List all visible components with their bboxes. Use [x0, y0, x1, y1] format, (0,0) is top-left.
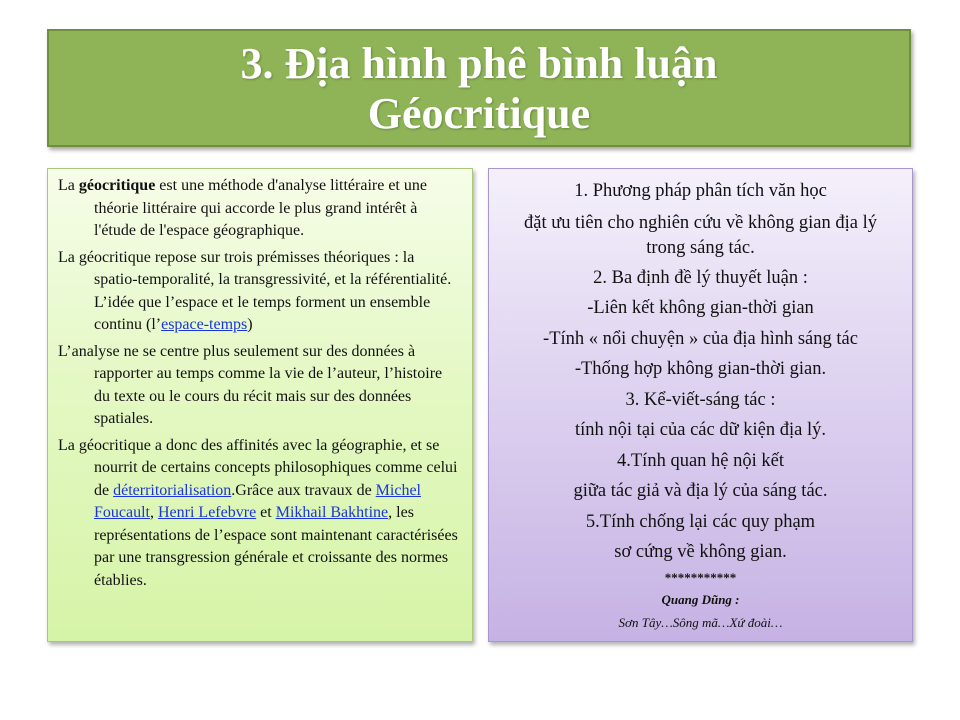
summary-line: đặt ưu tiên cho nghiên cứu về không gian địa lý trong sáng tác.	[524, 212, 877, 258]
p4-text4: et	[256, 504, 276, 521]
poem-line: Sơn Tây…Sông mã…Xứ đoài…	[618, 614, 783, 630]
title-line-1: 3. Địa hình phê bình luận	[240, 39, 718, 88]
paragraph-analysis	[58, 341, 460, 431]
summary-line: 2. Ba định đề lý thuyết luận :	[593, 267, 808, 288]
p1-post: est une méthode d'analyse littéraire et une théorie littéraire qui accorde le plus grand intérêt à l'étude de l'espace géographique.	[94, 177, 427, 239]
star-divider: ***********	[664, 569, 737, 585]
p2-post: )	[247, 316, 253, 333]
p4-text5: , les représentations de l’espace sont maintenant caractérisées par une transgression générale et croissante des normes établies.	[94, 504, 458, 589]
summary-line: -Tính « nổi chuyện » của địa hình sáng tác	[543, 328, 858, 349]
summary-line: giữa tác giả và địa lý của sáng tác.	[573, 481, 828, 501]
link-michel-foucault[interactable]: Michel Foucault	[94, 481, 421, 521]
p4-text3: ,	[150, 504, 158, 521]
p1-term: géocritique	[78, 177, 156, 194]
link-deterritorialisation[interactable]: déterritorialisation	[113, 481, 232, 499]
summary-line: tính nội tại của các dữ kiện địa lý.	[575, 420, 826, 440]
paragraph-definition	[58, 175, 460, 243]
summary-line: -Liên kết không gian-thời gian	[587, 298, 814, 318]
p4-text1: La géocritique a donc des affinités avec la géographie, et se nourrit de certains concepts philosophiques comme celui de	[58, 436, 458, 499]
link-mikhail-bakhtine[interactable]: Mikhail Bakhtine	[275, 504, 389, 521]
paragraph-premises	[58, 247, 460, 337]
summary-line: 3. Kể-viết-sáng tác :	[625, 389, 776, 410]
paragraph-affinities	[58, 435, 460, 593]
slide-title	[47, 29, 911, 147]
p3-text: L’analyse ne se centre plus seulement sur des données à rapporter au temps comme la vie de l’auteur, l’histoire du texte ou le cours du récit mais sur des données spatiales.	[58, 342, 443, 427]
poet-name: Quang Dũng :	[661, 591, 740, 607]
summary-line: 1. Phương pháp phân tích văn học	[574, 181, 827, 201]
p2-text: La géocritique repose sur trois prémisses théoriques : la spatio-temporalité, la transgressivité, et la référentialité. L’idée que l’espace et le temps forment un ensemble continu (l’	[58, 248, 452, 333]
vietnamese-summary-panel	[488, 168, 913, 642]
p1-pre: La	[58, 177, 79, 194]
summary-line: -Thống hợp không gian-thời gian.	[574, 359, 827, 379]
link-espace-temps[interactable]: espace-temps	[161, 316, 248, 333]
summary-line: sơ cứng về không gian.	[614, 542, 787, 562]
p4-text2: .Grâce aux travaux de	[231, 481, 376, 499]
summary-line: 4.Tính quan hệ nội kết	[617, 450, 784, 471]
french-text-panel	[47, 168, 473, 642]
title-line-2: Géocritique	[367, 89, 591, 138]
link-henri-lefebvre[interactable]: Henri Lefebvre	[158, 504, 257, 521]
summary-line: 5.Tính chống lại các quy phạm	[585, 511, 816, 532]
